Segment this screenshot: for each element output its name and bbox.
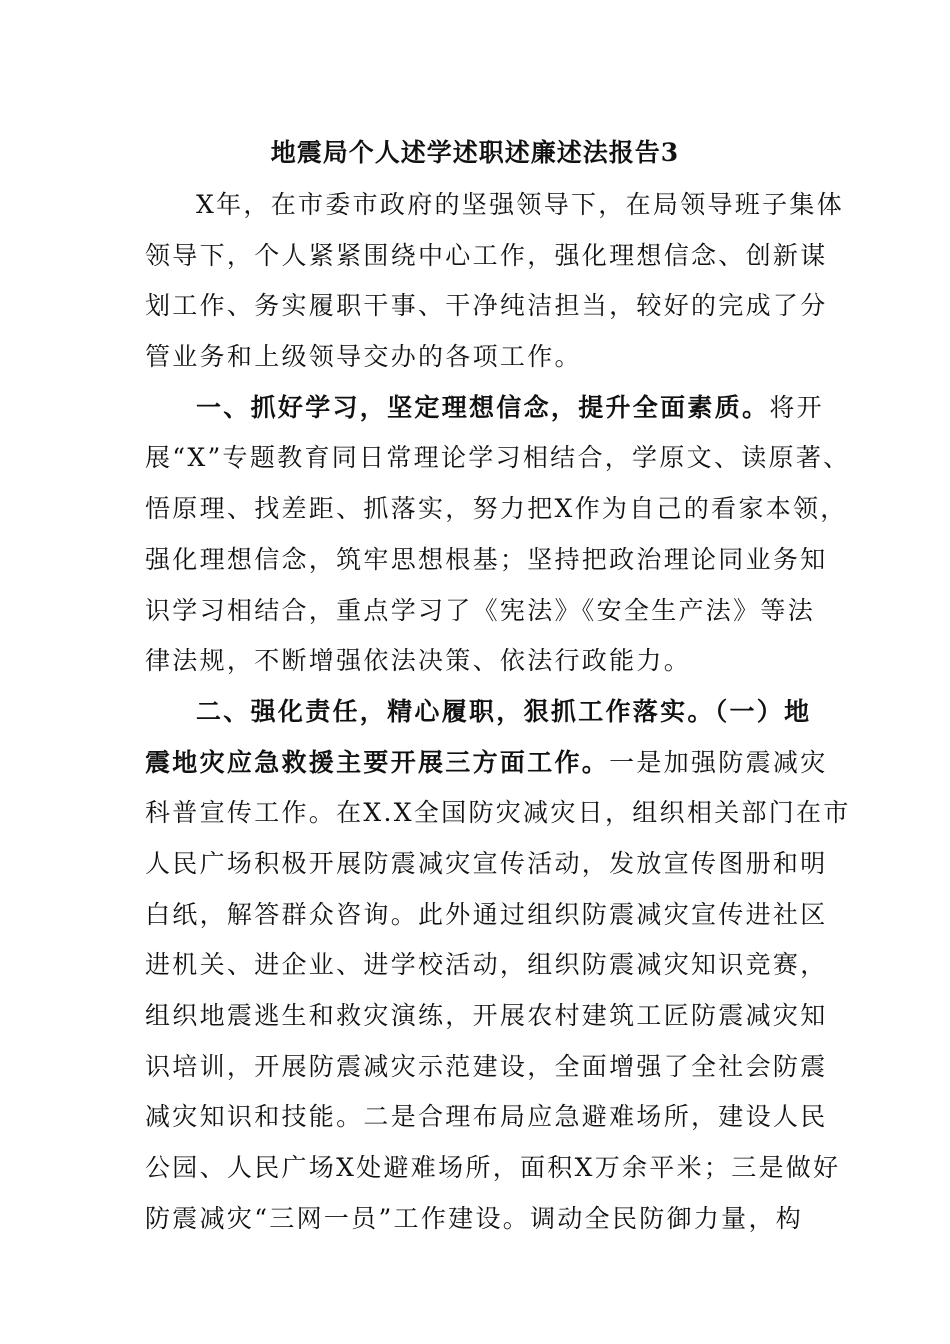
- text-line: [145, 1194, 805, 1245]
- text-line: [145, 1042, 828, 1093]
- body-text-segment: 组织地震逃生和救灾演练，开展农村建筑工匠防震减灾知: [145, 1001, 828, 1030]
- text-line: [145, 1092, 828, 1143]
- text-line: [145, 1143, 841, 1194]
- bold-heading-text: 二、强化责任，精心履职，狠抓工作落实。（一）地: [196, 696, 812, 726]
- body-text-segment: 人民广场积极开展防震减灾宣传活动，发放宣传图册和明: [145, 848, 828, 878]
- body-text-segment: 防震减灾“三网一员”工作建设。调动全民防御力量，构: [145, 1203, 804, 1233]
- document-body: [145, 180, 851, 1244]
- text-line: [145, 586, 816, 637]
- body-text-segment: 识培训，开展防震减灾示范建设，全面增强了全社会防震: [145, 1051, 828, 1081]
- text-line: [145, 687, 812, 738]
- text-line: [145, 890, 828, 941]
- body-text-segment: 律法规，不断增强依法决策、依法行政能力。: [145, 646, 692, 676]
- text-line: [145, 281, 828, 332]
- bold-heading-text: 震地灾应急救援主要开展三方面工作。: [145, 747, 610, 777]
- bold-heading-text: 一、抓好学习，坚定理想信念，提升全面素质。: [196, 392, 770, 422]
- body-text-segment: 减灾知识和技能。二是合理布局应急避难场所，建设人民: [145, 1102, 828, 1132]
- body-text-segment: 科普宣传工作。在X.X全国防灾减灾日，组织相关部门在市: [145, 798, 851, 828]
- body-text-segment: 展“X”专题教育同日常理论学习相结合，学原文、读原著、: [145, 443, 851, 473]
- body-text-segment: 一是加强防震减灾: [609, 747, 828, 777]
- body-text-segment: X年，在市委市政府的坚强领导下，在局领导班子集体: [196, 190, 844, 219]
- body-text-segment: 管业务和上级领导交办的各项工作。: [145, 342, 582, 372]
- text-line: [145, 738, 828, 789]
- text-line: [145, 991, 828, 1042]
- document-title: 地震局个人述学述职述廉述法报告3: [270, 138, 680, 167]
- text-line: [145, 636, 805, 687]
- body-text-segment: 公园、人民广场X处避难场所，面积X万余平米；三是做好: [145, 1153, 841, 1183]
- body-text-segment: 领导下，个人紧紧围绕中心工作，强化理想信念、创新谋: [145, 240, 828, 270]
- paragraph: [145, 687, 851, 1245]
- body-text-segment: 强化理想信念，筑牢思想根基；坚持把政治理论同业务知: [145, 544, 828, 574]
- text-line: [145, 332, 805, 383]
- text-line: [145, 383, 824, 434]
- paragraph: [145, 180, 844, 383]
- text-line: [145, 433, 851, 484]
- text-line: [145, 535, 828, 586]
- body-text-segment: 悟原理、找差距、抓落实，努力把X作为自己的看家本领，: [145, 494, 848, 524]
- body-text-segment: 将开: [769, 392, 824, 422]
- body-text-segment: 识学习相结合，重点学习了《宪法》《安全生产法》等法: [145, 595, 816, 625]
- text-line: [145, 839, 828, 890]
- text-line: [145, 484, 848, 535]
- body-text-segment: 进机关、进企业、进学校活动，组织防震减灾知识竞赛，: [145, 950, 828, 980]
- text-line: [145, 788, 851, 839]
- text-line: [145, 231, 828, 282]
- text-line: [145, 940, 828, 991]
- text-line: [145, 180, 844, 231]
- body-text-segment: 划工作、务实履职干事、干净纯洁担当，较好的完成了分: [145, 291, 828, 321]
- paragraph: [145, 383, 851, 687]
- body-text-segment: 白纸，解答群众咨询。此外通过组织防震减灾宣传进社区: [145, 899, 828, 929]
